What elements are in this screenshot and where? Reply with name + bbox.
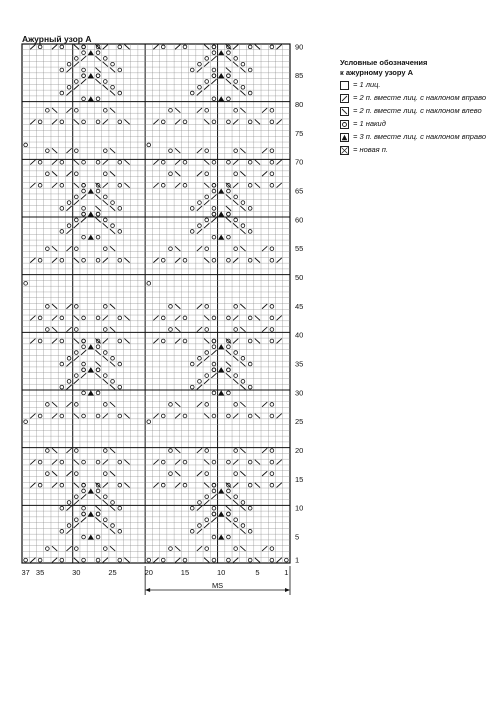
slash-left-icon: [340, 107, 349, 116]
row-label: 85: [295, 71, 304, 81]
row-label: 1: [295, 555, 300, 565]
row-label: 55: [295, 244, 304, 254]
row-label: 40: [295, 330, 304, 340]
column-label: 20: [144, 568, 153, 577]
repeat-label: MS: [211, 581, 224, 590]
legend-subtitle: к ажурному узору А: [340, 67, 414, 77]
legend-item: = 1 лиц.: [340, 80, 500, 90]
row-label: 65: [295, 186, 304, 196]
row-label: 50: [295, 273, 304, 283]
row-label: 10: [295, 503, 304, 513]
slash-right-icon: [340, 94, 349, 103]
repeat-arrow-head-right: [285, 588, 290, 592]
legend-item: = 2 п. вместе лиц. с наклоном влево: [340, 106, 500, 116]
row-label: 25: [295, 417, 304, 427]
row-label: 75: [295, 128, 304, 138]
empty-cell-icon: [340, 81, 349, 90]
column-label: 5: [255, 568, 260, 577]
legend: [340, 58, 500, 155]
column-label: 25: [108, 568, 117, 577]
legend-title: Условные обозначения: [340, 58, 428, 67]
column-label: 37: [21, 568, 30, 577]
new-stitch-icon: [340, 146, 349, 155]
row-label: 5: [295, 532, 300, 542]
row-label: 90: [295, 42, 304, 52]
row-label: 45: [295, 301, 304, 311]
row-label: 80: [295, 100, 304, 110]
column-label: 15: [180, 568, 190, 577]
yarn-over-icon: [340, 120, 349, 129]
row-label: 70: [295, 157, 304, 167]
row-label: 20: [295, 446, 304, 456]
legend-item: = 3 п. вместе лиц. с наклоном вправо: [340, 132, 500, 142]
column-label: 30: [72, 568, 81, 577]
legend-item: = 1 накид: [340, 119, 500, 129]
legend-item: = 2 п. вместе лиц. с наклоном вправо: [340, 93, 500, 103]
row-label: 35: [295, 359, 304, 369]
row-label: 60: [295, 215, 304, 225]
row-label: 30: [295, 388, 304, 398]
column-label: 35: [35, 568, 45, 577]
triangle-icon: [340, 133, 349, 142]
legend-item: = новая п.: [340, 145, 500, 155]
column-label: 1: [284, 568, 289, 577]
column-label: 10: [217, 568, 226, 577]
repeat-arrow-head-left: [145, 588, 150, 592]
row-label: 15: [295, 474, 304, 484]
chart-title: Ажурный узор А: [22, 34, 92, 44]
